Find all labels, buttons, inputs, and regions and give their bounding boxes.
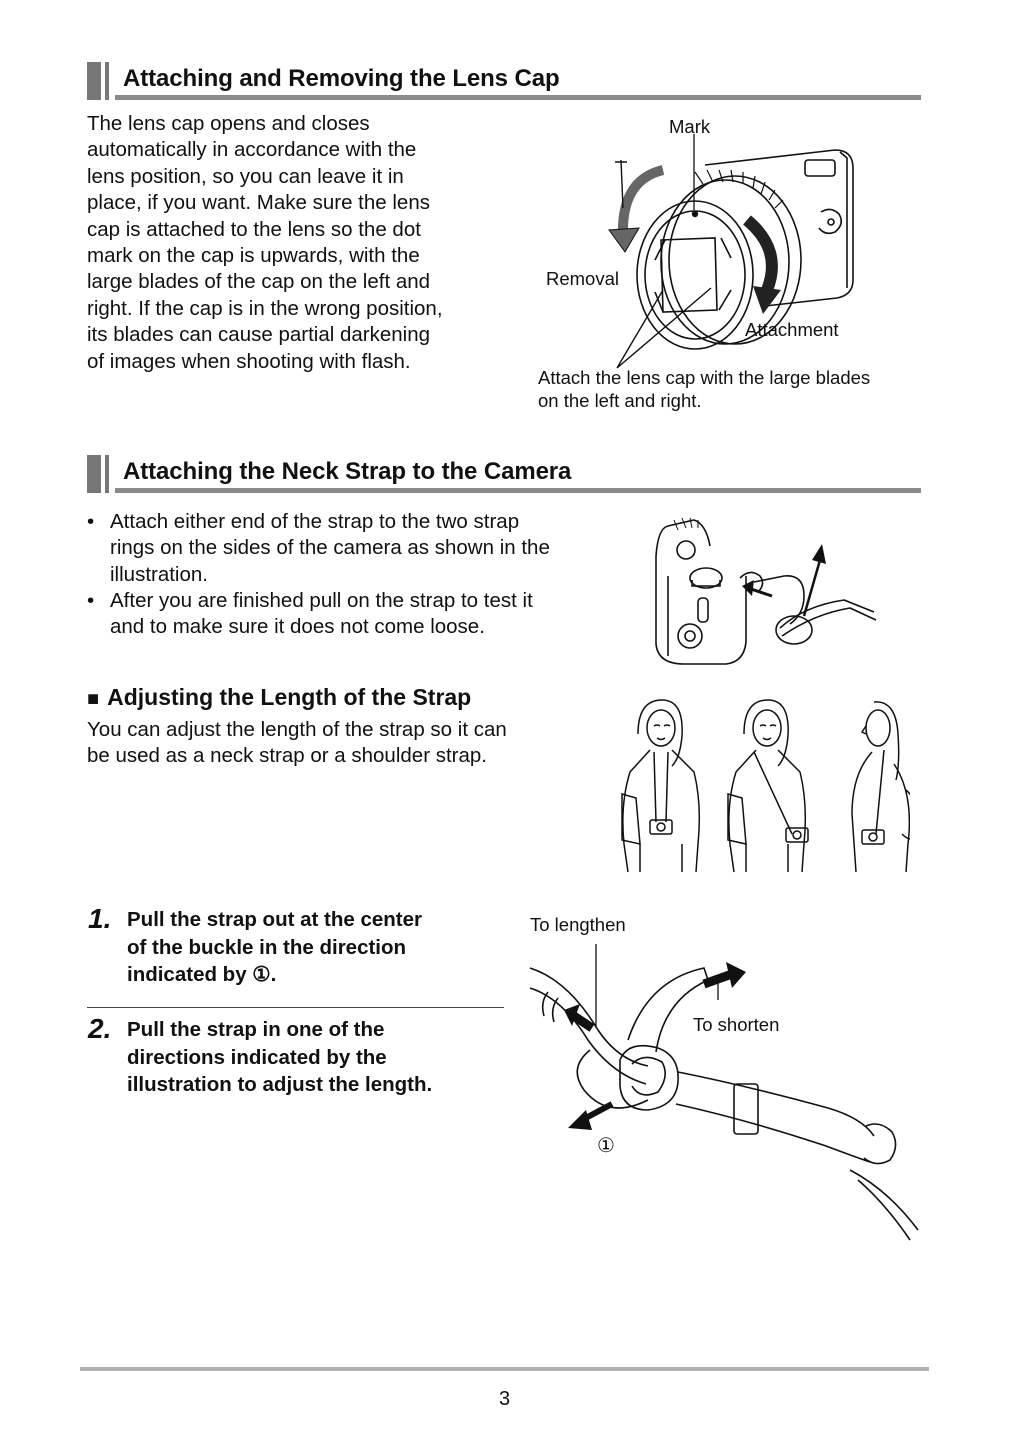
step-number: 2. <box>88 1013 112 1044</box>
text-line: directions indicated by the <box>127 1045 387 1069</box>
text-line: its blades can cause partial darkening <box>87 323 431 347</box>
text-line: Pull the strap out at the center <box>127 908 423 931</box>
text-line: illustration. <box>110 562 208 586</box>
text-line: The lens cap opens and closes <box>87 112 370 135</box>
text-line: automatically in accordance with the <box>87 138 417 162</box>
label-to-shorten: To shorten <box>693 1014 780 1035</box>
bullet-item <box>87 588 597 641</box>
shorten-arrow <box>704 974 732 984</box>
text-line: indicated by ①. <box>127 963 277 987</box>
header-bar <box>105 455 109 493</box>
lens-cap-description <box>87 111 487 375</box>
label-mark: Mark <box>669 116 711 137</box>
header-bar <box>105 62 109 100</box>
strap-buckle-diagram <box>528 940 922 1250</box>
lens-cap-caption <box>538 366 938 412</box>
step-divider <box>87 1007 504 1008</box>
text-line: large blades of the cap on the left and <box>87 270 431 294</box>
step-number: 1. <box>88 903 112 934</box>
removal-arrow <box>623 170 663 236</box>
section-header-neck-strap <box>87 455 921 495</box>
bullet-symbol: • <box>87 589 95 612</box>
bullet-symbol: • <box>87 510 95 533</box>
text-line: right. If the cap is in the wrong position, <box>87 296 443 320</box>
page-number: 3 <box>498 1388 511 1410</box>
label-removal: Removal <box>546 268 619 289</box>
section-title: Attaching the Neck Strap to the Camera <box>123 458 572 485</box>
camera-body <box>705 150 853 306</box>
text-line: of the buckle in the direction <box>127 935 407 959</box>
header-rule <box>115 488 921 493</box>
figure-neck-strap <box>622 700 699 872</box>
header-bar <box>87 455 101 493</box>
adjust-description <box>87 717 567 770</box>
square-bullet-icon: ■ <box>87 688 100 710</box>
bullet-item <box>87 509 597 588</box>
text-line: mark on the cap is upwards, with the <box>87 244 420 268</box>
text-line: Attach either end of the strap to the two strap <box>110 510 520 533</box>
step-text <box>127 906 497 989</box>
strap-attach-illustration <box>654 516 880 668</box>
caption-line: Attach the lens cap with the large blades <box>538 367 871 388</box>
text-line: lens position, so you can leave it in <box>87 164 404 188</box>
subheading-adjust <box>87 684 471 711</box>
label-attachment: Attachment <box>745 319 839 340</box>
footer-rule <box>80 1367 929 1371</box>
text-line: be used as a neck strap or a shoulder strap. <box>87 744 487 768</box>
text-line: rings on the sides of the camera as shown in the <box>110 536 550 560</box>
figure-shoulder-strap <box>728 700 808 872</box>
step-text <box>127 1016 497 1099</box>
figure-side-view <box>852 702 910 872</box>
slider <box>734 1084 758 1134</box>
text-line: You can adjust the length of the strap so it can <box>87 718 507 741</box>
section-header-lens-cap <box>87 62 921 102</box>
strap-wearing-illustration <box>610 694 910 874</box>
label-to-lengthen: To lengthen <box>530 914 626 935</box>
label-circle-one: ① <box>597 1135 615 1157</box>
section-title: Attaching and Removing the Lens Cap <box>123 65 560 92</box>
text-line: After you are finished pull on the strap to test it <box>110 589 533 612</box>
subheading-text: Adjusting the Length of the Strap <box>107 684 472 710</box>
text-line: illustration to adjust the length. <box>127 1073 433 1097</box>
text-line: and to make sure it does not come loose. <box>110 615 485 639</box>
camera-side <box>656 526 746 664</box>
text-line: of images when shooting with flash. <box>87 349 411 373</box>
text-line: cap is attached to the lens so the dot <box>87 217 421 241</box>
header-rule <box>115 95 921 100</box>
header-bar <box>87 62 101 100</box>
text-line: Pull the strap in one of the <box>127 1018 385 1041</box>
text-line: place, if you want. Make sure the lens <box>87 191 430 215</box>
caption-line: on the left and right. <box>538 390 702 411</box>
